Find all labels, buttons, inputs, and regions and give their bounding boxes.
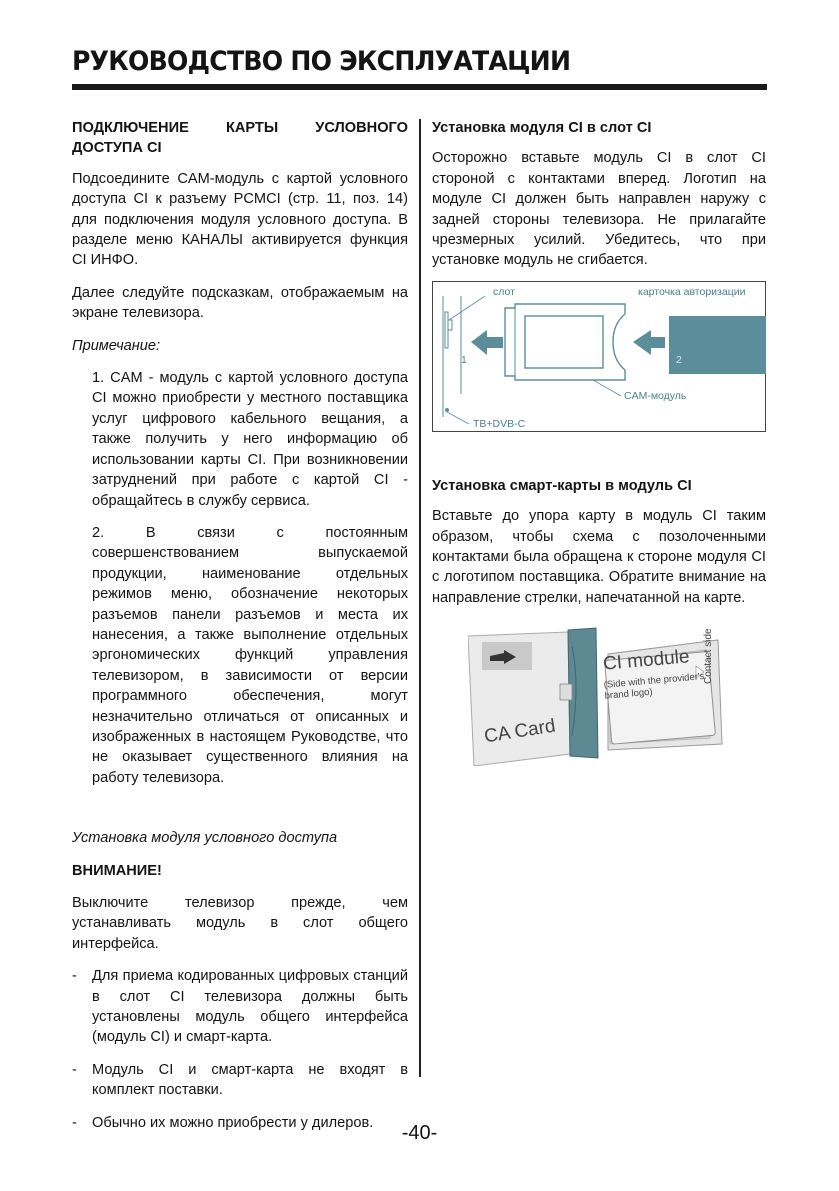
figure-ci-module-card bbox=[468, 626, 728, 766]
title-rule bbox=[72, 84, 767, 90]
warning-heading: ВНИМАНИЕ! bbox=[72, 862, 162, 879]
paragraph-follow-prompts: Далее следуйте подсказкам, отображаемым на экране телевизора. bbox=[72, 284, 408, 322]
note-item-1: 1. CAM - модуль с картой условного доступа CI можно приобрести у местного поставщика услуг цифрового кабельного вещания, а также получить у него информацию об использовании карты CI. При возникновении затруднений при работе с картой CI - обращайтесь в службу сервиса. bbox=[92, 370, 408, 509]
section-heading-smart-card: Установка смарт-карты в модуль CI bbox=[432, 477, 692, 494]
section-heading-ci-card: ПОДКЛЮЧЕНИЕ КАРТЫ УСЛОВНОГО ДОСТУПА CI bbox=[72, 120, 408, 157]
contact-side-label: Contact side bbox=[703, 628, 714, 685]
ci-module-drawing bbox=[468, 626, 728, 766]
page-title: РУКОВОДСТВО ПО ЭКСПЛУАТАЦИИ bbox=[72, 46, 571, 77]
label-tv-dvbc: ТВ+DVB-C bbox=[473, 417, 526, 430]
bullet-item: - Модуль CI и смарт-карта не входят в комплект поставки. bbox=[72, 1060, 408, 1101]
column-divider bbox=[419, 119, 421, 1077]
right-column bbox=[432, 118, 766, 766]
bullet-item: - Для приема кодированных цифровых станций в слот CI телевизора должны быть установлены модуль общего интерфейса (модуль CI) и смарт-карта. bbox=[72, 966, 408, 1048]
paragraph-install-module: Осторожно вставьте модуль CI в слот CI стороной с контактами вперед. Логотип на модуле CI должен быть направлен наружу с задней стороны телевизора. Не прилагайте чрезмерных усилий. Убедитесь, что при установке модуль не сгибается. bbox=[432, 150, 766, 269]
label-slot: слот bbox=[493, 285, 515, 298]
page-number: -40- bbox=[401, 1122, 438, 1144]
section-heading-install-module: Установка модуля CI в слот CI bbox=[432, 120, 652, 136]
bullet-item: - Обычно их можно приобрести у дилеров. bbox=[72, 1113, 408, 1133]
left-column bbox=[72, 118, 408, 1133]
note-item-2: 2. В связи с постоянным совершенствованием выпускаемой продукции, наименование отдельных режимов меню, обозначение некоторых разъемов панели разъемов и места их нанесения, а также выполнение отдельных эргономических функций управления телевизором, в зависимости от версии программного обеспечения, могут незначительно отличаться от описанных и изображенных в настоящем Руководстве, что не оказывает существенного влияния на работу телевизора. bbox=[92, 524, 408, 786]
ci-module-title: CI module bbox=[602, 646, 691, 676]
label-auth-card: карточка авторизации bbox=[638, 285, 746, 298]
warning-text: Выключите телевизор прежде, чем устанавливать модуль в слот общего интерфейса. bbox=[72, 895, 408, 952]
paragraph-insert-card: Вставьте до упора карту в модуль CI таким образом, чтобы схема с позолоченными контактами была обращена к стороне модуля CI с логотипом поставщика. Обратите внимание на направление стрелки, напечатанной на карте. bbox=[432, 508, 766, 606]
label-number-2: 2 bbox=[676, 353, 682, 366]
paragraph-connect-cam: Подсоедините CAM-модуль с картой условного доступа CI к разъему PCMCI (стр. 11, поз. 14) для подключения модуля условного доступа. В разделе меню КАНАЛЫ активируется функция CI ИНФО. bbox=[72, 170, 408, 269]
install-subheading: Установка модуля условного доступа bbox=[72, 830, 338, 847]
cam-insertion-drawing bbox=[433, 282, 767, 433]
label-cam-module: CAM-модуль bbox=[624, 389, 687, 402]
figure-cam-insertion bbox=[432, 281, 766, 432]
label-number-1: 1 bbox=[461, 353, 467, 366]
ca-card-label: CA Card bbox=[482, 715, 557, 748]
note-label: Примечание: bbox=[72, 337, 161, 354]
ci-module-subtitle: (Side with the provider's brand logo) bbox=[603, 671, 705, 703]
